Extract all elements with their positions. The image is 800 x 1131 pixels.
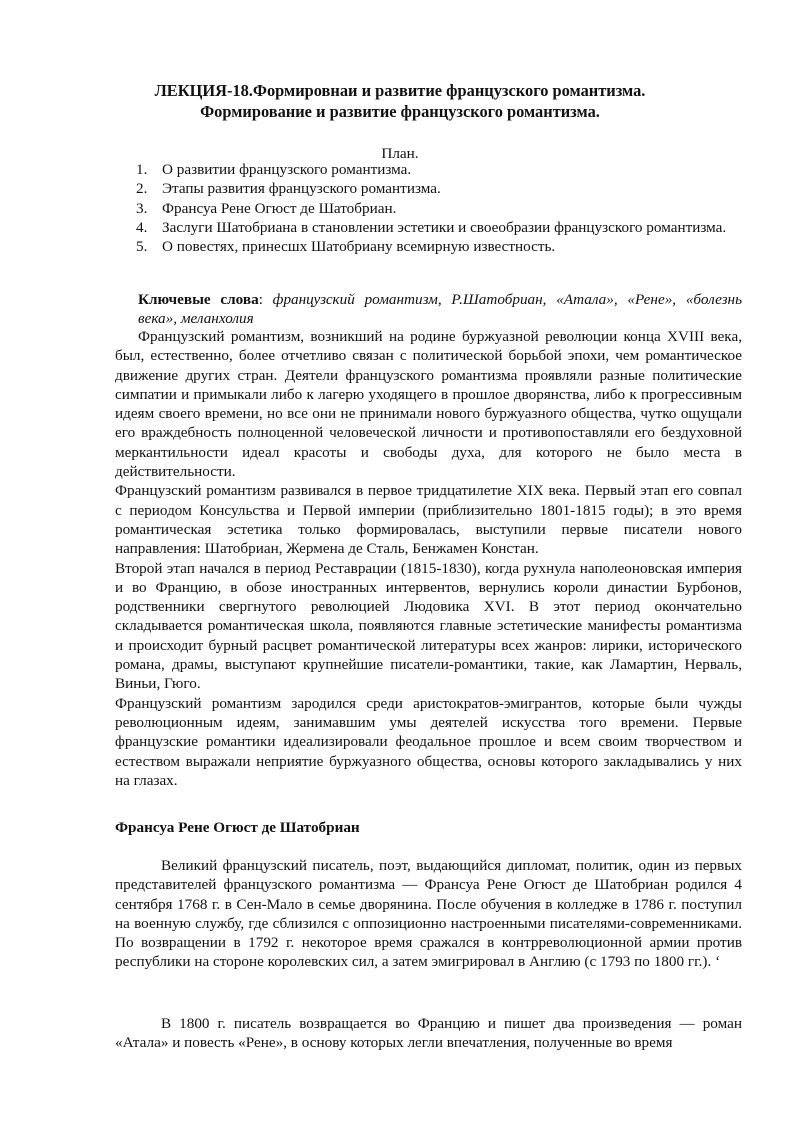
plan-item [136,160,742,179]
plan-item [136,218,742,237]
plan-item-number: 1. [136,161,148,178]
paragraph: Французский романтизм, возникший на родине буржуазной революции конца XVIII века, был, естественно, более отчетливо связан с политической борьбой эпохи, чем романтическое движение других стран. Деятели французского романтизма проявляли разные политические симпатии и примыкали либо к лагерю уходящего в прошлое дворянства, либо к прогрессивным идеям своего времени, но все они не принимали нового буржуазного общества, чутко ощущали его враждебность полноценной человеческой личности и противопоставляли его бездуховной меркантильности идеал красоты и свободы духа, для которого не было места в действительности. [115,328,742,481]
plan-item-number: 5. [136,238,148,256]
keywords-line [115,290,742,329]
plan-item-text: О развитии французского романтизма. [162,161,412,178]
plan-item [136,237,742,256]
plan-item-text: О повестях, принесшх Шатобриану всемирную известность. [162,238,556,256]
plan-item [136,199,742,218]
lecture-title [115,80,685,122]
plan-item-text: Заслуги Шатобриана в становлении эстетики и своеобразии французского романтизма. [162,218,727,236]
plan-item-number: 2. [136,180,148,198]
paragraph: Второй этап начался в период Реставрации (1815-1830), когда рухнула наполеоновская империя и во Францию, в обозе иностранных интервентов, вернулись короли династии Бурбонов, родственники свергнутого революцией Людовика XVI. В этот период окончательно складывается романтическая школа, появляются главные эстетические манифесты романтизма и происходит бурный расцвет романтической литературы всех жанров: лирики, исторического романа, драмы, выступают крупнейшие писатели-романтики, такие, как Ламартин, Нерваль, Виньи, Гюго. [115,559,742,693]
plan-item-number: 4. [136,218,148,236]
plan-list [136,160,742,256]
plan-item-text: Франсуа Рене Огюст де Шатобриан. [162,199,397,217]
paragraph: Великий французский писатель, поэт, выдающийся дипломат, политик, один из первых представителей французского романтизма — Франсуа Рене Огюст де Шатобриан родился 4 сентября 1768 г. в Сен-Мало в семье дворянина. После обучения в колледже в 1786 г. поступил на военную службу, где сблизился с оппозиционно настроенными писателями-современниками. По возвращении в 1792 г. некоторое время сражался в контрреволюционной армии против республики на стороне королевских сил, а затем эмигрировал в Англию (с 1793 по 1800 гг.). ‘ [115,857,742,971]
section-heading: Франсуа Рене Огюст де Шатобриан [115,819,360,836]
plan-item-number: 3. [136,199,148,217]
paragraph: В 1800 г. писатель возвращается во Францию и пишет два произведения — роман «Атала» и повесть «Рене», в основу которых легли впечатления, полученные во время [115,1015,742,1052]
keywords-label: Ключевые слова [138,291,259,308]
plan-heading: План. [381,145,419,162]
section-paragraph-1 [115,856,742,972]
plan-item [136,179,742,198]
plan-item-text: Этапы развития французского романтизма. [162,180,441,198]
section-paragraph-2 [115,1014,742,1053]
paragraph: Французский романтизм зародился среди аристократов-эмигрантов, которые были чужды революционным идеям, занимавшим умы деятелей искусства того времени. Первые французские романтики идеализировали феодальное прошлое и всем своим творчеством и естеством выражали неприятие буржуазного общества, основы которого закладывались у них на глазах. [115,694,742,789]
keywords-colon: : [258,291,273,308]
keywords-text: французский романтизм, Р.Шатобриан, «Атала», «Рене», «болезнь века», меланхолия [138,291,742,328]
paragraph: Французский романтизм развивался в первое тридцатилетие XIX века. Первый этап его совпал с периодом Консульства и Первой империи (приблизительно 1801-1815 годы); в это время романтическая эстетика только формировалась, выступили первые писатели нового направления: Шатобриан, Жермена де Сталь, Бенжамен Констан. [115,482,742,558]
intro-text [115,327,742,790]
title-line-1: ЛЕКЦИЯ-18.Формировнаи и развитие французского романтизма. [154,81,646,100]
title-line-2: Формирование и развитие французского романтизма. [200,102,600,121]
